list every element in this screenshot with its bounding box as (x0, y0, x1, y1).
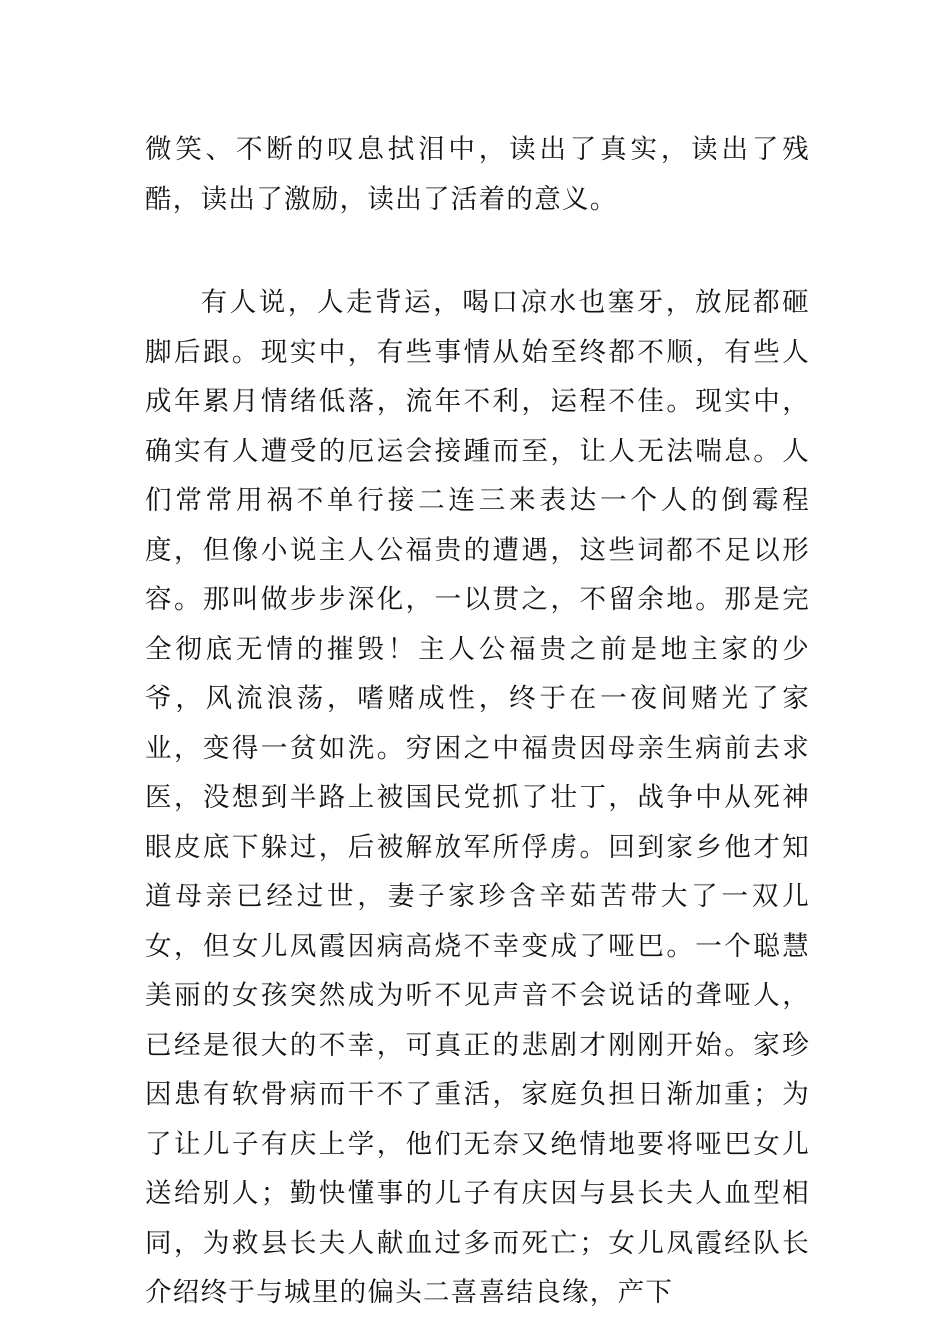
paragraph-continuation: 微笑、不断的叹息拭泪中，读出了真实，读出了残酷，读出了激励，读出了活着的意义。 (145, 134, 810, 215)
paragraph-body: 有人说，人走背运，喝口凉水也塞牙，放屁都砸脚后跟。现实中，有些事情从始至终都不顺，有些人成年累月情绪低落，流年不利，运程不佳。现实中，确实有人遭受的厄运会接踵而至，让人无法喘息。人们常常用祸不单行接二连三来表达一个人的倒霉程度，但像小说主人公福贵的遭遇，这些词都不足以形容。那叫做步步深化，一以贯之，不留余地。那是完全彻底无情的摧毁！主人公福贵之前是地主家的少爷，风流浪荡，嗜赌成性，终于在一夜间赌光了家业，变得一贫如洗。穷困之中福贵因母亲生病前去求医，没想到半路上被国民党抓了壮丁，战争中从死神眼皮底下躲过，后被解放军所俘虏。回到家乡他才知道母亲已经过世，妻子家珍含辛茹苦带大了一双儿女，但女儿凤霞因病高烧不幸变成了哑巴。一个聪慧美丽的女孩突然成为听不见声音不会说话的聋哑人，已经是很大的不幸，可真正的悲剧才刚刚开始。家珍因患有软骨病而干不了重活，家庭负担日渐加重；为了让儿子有庆上学，他们无奈又绝情地要将哑巴女儿送给别人；勤快懂事的儿子有庆因与县长夫人血型相同，为救县长夫人献血过多而死亡；女儿凤霞经队长介绍终于与城里的偏头二喜喜结良缘，产下 (145, 287, 810, 1308)
